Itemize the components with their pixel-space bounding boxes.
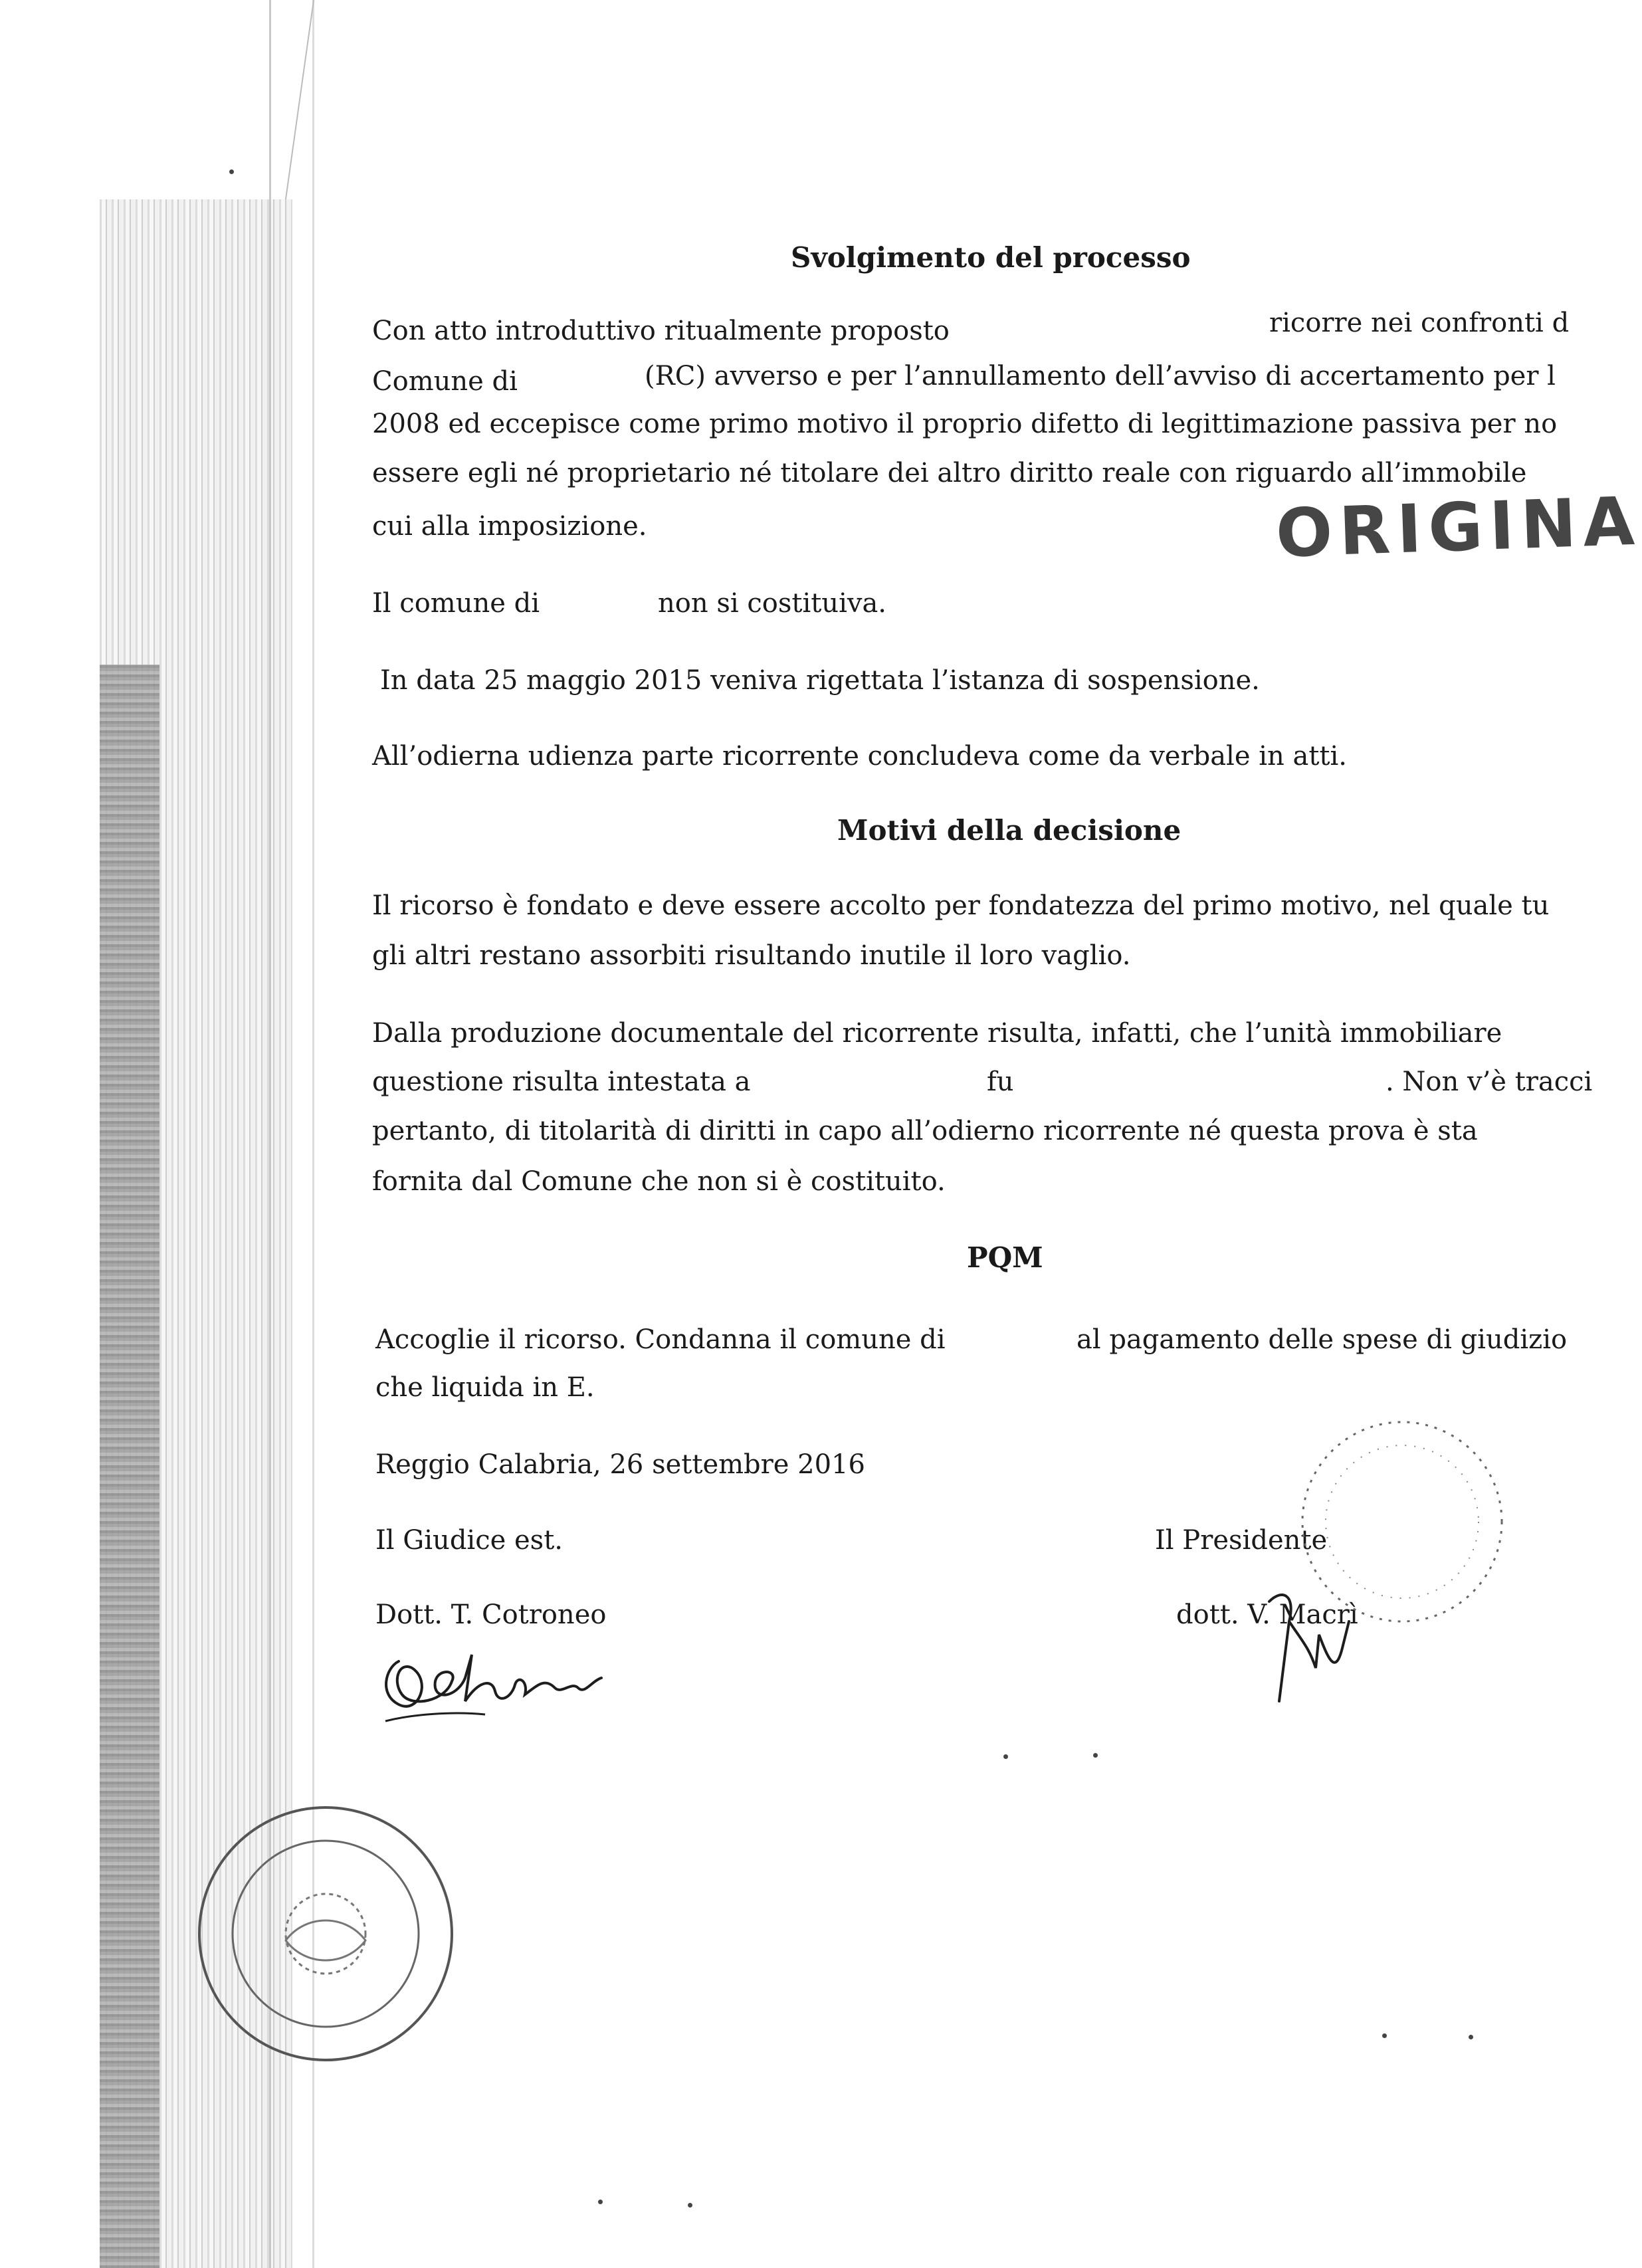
para6-line2-a: questione risulta intestata a xyxy=(372,1067,751,1097)
court-seal-left xyxy=(186,1768,465,2100)
para6-line2-c: . Non v’è tracci xyxy=(1385,1067,1593,1097)
judge-name: Dott. T. Cotroneo xyxy=(375,1599,607,1630)
scan-speck xyxy=(598,2200,603,2204)
para3: In data 25 maggio 2015 veniva rigettata l’istanza di sospensione. xyxy=(380,665,1260,696)
para2-a: Il comune di xyxy=(372,588,540,619)
para7-line1-b: al pagamento delle spese di giudizio xyxy=(1077,1324,1568,1355)
scan-dark-band xyxy=(100,665,159,2268)
para6-line2-b: fu xyxy=(987,1067,1014,1097)
para1-line3: 2008 ed eccepisce come primo motivo il proprio difetto di legittimazione passiva per no xyxy=(372,409,1558,439)
para7-line2: che liquida in E. xyxy=(375,1372,595,1403)
para1-line4: essere egli né proprietario né titolare dei altro diritto reale con riguardo all’immobile xyxy=(372,458,1527,488)
president-name: dott. V. Macrì xyxy=(1176,1599,1358,1630)
court-seal-right xyxy=(1263,1395,1542,1648)
para5-line1: Il ricorso è fondato e deve essere accolto per fondatezza del primo motivo, nel quale tu xyxy=(372,890,1550,921)
scan-speck xyxy=(1093,1753,1098,1758)
para1-line5: cui alla imposizione. xyxy=(372,511,647,542)
scan-speck xyxy=(1382,2033,1387,2038)
para6-line4: fornita dal Comune che non si è costituito. xyxy=(372,1166,946,1197)
scan-speck xyxy=(688,2203,692,2208)
para1-line2-b: (RC) avverso e per l’annullamento dell’avviso di accertamento per l xyxy=(645,361,1556,391)
para4: All’odierna udienza parte ricorrente concludeva come da verbale in atti. xyxy=(372,741,1347,772)
judge-role: Il Giudice est. xyxy=(375,1525,563,1556)
place-date: Reggio Calabria, 26 settembre 2016 xyxy=(375,1449,865,1480)
para1-line2-a: Comune di xyxy=(372,366,518,397)
scan-speck xyxy=(229,169,234,174)
original-stamp: ORIGINA xyxy=(1275,482,1642,573)
scan-speck xyxy=(1003,1754,1008,1759)
section-heading-svolgimento: Svolgimento del processo xyxy=(791,241,1191,274)
para5-line2: gli altri restano assorbiti risultando inutile il loro vaglio. xyxy=(372,940,1131,971)
para6-line1: Dalla produzione documentale del ricorrente risulta, infatti, che l’unità immobiliare xyxy=(372,1018,1502,1049)
scan-line xyxy=(285,0,314,199)
section-heading-pqm: PQM xyxy=(967,1241,1043,1274)
judge-signature xyxy=(372,1641,611,1734)
para1-line1-a: Con atto introduttivo ritualmente proposto xyxy=(372,316,950,346)
para1-line1-b: ricorre nei confronti d xyxy=(1269,308,1570,338)
scan-speck xyxy=(1469,2035,1473,2039)
section-heading-motivi: Motivi della decisione xyxy=(837,814,1181,847)
president-role: Il Presidente xyxy=(1155,1525,1328,1556)
para7-line1-a: Accoglie il ricorso. Condanna il comune di xyxy=(375,1324,946,1355)
para2-b: non si costituiva. xyxy=(658,588,887,619)
para6-line3: pertanto, di titolarità di diritti in capo all’odierno ricorrente né questa prova è sta xyxy=(372,1116,1478,1146)
